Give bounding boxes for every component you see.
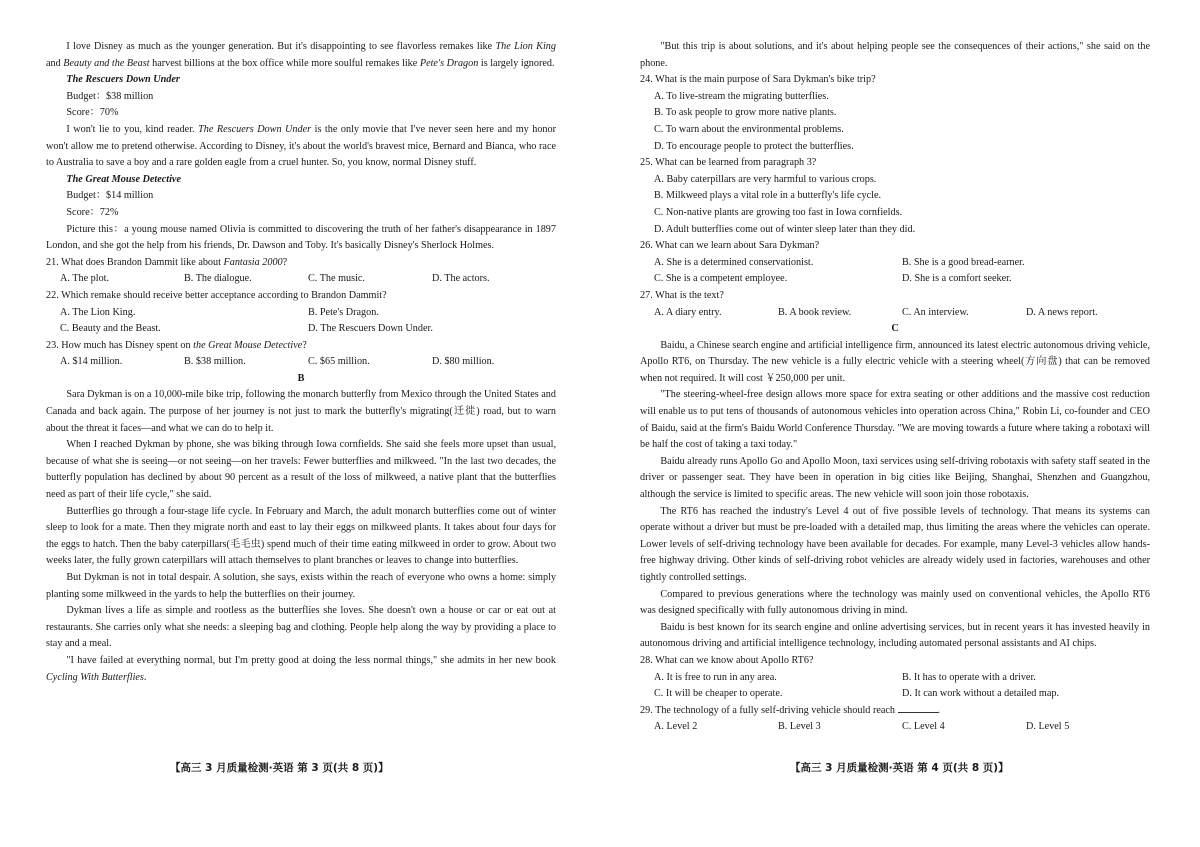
option[interactable]: B. It has to operate with a driver. (902, 671, 1036, 683)
option[interactable]: C. $65 million. (308, 356, 370, 368)
option[interactable]: C. An interview. (902, 306, 969, 318)
rescuers-score: Score：70% (66, 107, 119, 119)
b-paragraph-2: When I reached Dykman by phone, she was biking through Iowa cornfields. She said she feels more upset than usual, because of what she is seeing—or not seeing—on her travels: Fewer butterflies and milkweed. "In the last two decades, the butterfly population has declined by about 90 percent as a result of the loss of milkweed, a native plant that the butterflies need as part of their life cycle," she said. (46, 439, 556, 501)
option[interactable]: B. $38 million. (184, 356, 246, 368)
option[interactable]: B. A book review. (778, 306, 852, 318)
option[interactable]: B. To ask people to grow more native plants. (654, 107, 837, 119)
option[interactable]: B. The dialogue. (184, 273, 252, 285)
option[interactable]: D. The actors. (432, 273, 490, 285)
option[interactable]: A. She is a determined conservationist. (654, 256, 814, 268)
option[interactable]: C. Level 4 (902, 721, 945, 733)
option[interactable]: C. To warn about the environmental problems. (654, 123, 844, 135)
question-21: 21. What does Brandon Dammit like about Fantasia 2000? (46, 256, 288, 268)
option[interactable]: D. It can work without a detailed map. (902, 688, 1060, 700)
b-paragraph-5: Dykman lives a life as simple and rootless as the butterflies she loves. She doesn't own a house or car or eat out at restaurants. She carries only what she needs: a sleeping bag and clothing. People help along the way by providing a place to stay and a meal. (46, 605, 556, 650)
option[interactable]: D. The Rescuers Down Under. (308, 323, 433, 335)
question-23: 23. How much has Disney spent on the Great Mouse Detective? (46, 339, 307, 351)
mouse-heading: The Great Mouse Detective (66, 173, 181, 185)
option[interactable]: A. Baby caterpillars are very harmful to various crops. (654, 173, 877, 185)
intro-paragraph: I love Disney as much as the younger generation. But it's disappointing to see flavorless remakes like The Lion King and Beauty and the Beast harvest billions at the box office while more soulful remakes like Pete's Dragon is largely ignored. (46, 41, 556, 69)
b-paragraph-4: But Dykman is not in total despair. A solution, she says, exists within the reach of everyone who owns a home: simply planting some milkweed in the yards to help the butterflies on their journey. (46, 572, 556, 600)
c-paragraph-6: Baidu is best known for its search engine and online advertising services, but in recent years it has invested heavily in autonomous driving and artificial intelligence technology, including automated personal assistants and AI chips. (640, 621, 1150, 650)
option[interactable]: A. The plot. (60, 273, 110, 285)
question-25-options (654, 172, 1150, 238)
option[interactable]: A. A diary entry. (654, 306, 722, 318)
c-paragraph-5: Compared to previous generations where the technology was mainly used on conventional vehicles, the Apollo RT6 was designed specifically with fully autonomous driving in mind. (640, 588, 1150, 617)
question-27: 27. What is the text? (640, 289, 724, 301)
option[interactable]: B. She is a good bread-earner. (902, 256, 1025, 268)
question-29: 29. The technology of a fully self-driving vehicle should reach . (640, 704, 941, 716)
option[interactable]: C. It will be cheaper to operate. (654, 688, 783, 700)
option[interactable]: A. Level 2 (654, 721, 698, 733)
b-paragraph-1: Sara Dykman is on a 10,000-mile bike trip, following the monarch butterfly from Mexico through the United States and Canada and back again. The purpose of her journey is not just to mark the butterfly's migrating(迁徙) road, but to warn about the threat it faces—and what we can do to help it. (46, 389, 556, 434)
rescuers-paragraph: I won't lie to you, kind reader. The Rescuers Down Under is the only movie that I've never seen here and my honor won't allow me to pretend otherwise. According to Disney, it's about the world's bravest mice, Bernard and Bianca, who race to Australia to save a boy and a rare golden eagle from a cruel hunter. So, you know, normal Disney stuff. (46, 123, 557, 169)
section-b-heading: B (297, 372, 305, 384)
option[interactable]: A. The Lion King. (60, 306, 136, 318)
question-22-options (60, 305, 556, 338)
option[interactable]: A. It is free to run in any area. (654, 671, 777, 683)
question-26-options (654, 255, 1150, 288)
b-paragraph-6: "I have failed at everything normal, but I'm pretty good at doing the less normal things," she admits in her new book Cycling With Butterflies. (46, 654, 556, 683)
option[interactable]: D. Level 5 (1026, 721, 1070, 733)
question-28: 28. What can we know about Apollo RT6? (640, 654, 814, 666)
rescuers-budget: Budget：$38 million (66, 90, 154, 102)
c-paragraph-1: Baidu, a Chinese search engine and artificial intelligence firm, announced its latest electric autonomous driving vehicle, Apollo RT6, on Thursday. The new vehicle is a fully electric vehicle with a steering wheel(方向盘) that can be removed when not required. It will cost ￥250,000 per unit. (640, 339, 1150, 384)
c-paragraph-3: Baidu already runs Apollo Go and Apollo Moon, taxi services using self-driving robotaxis with safety staff seated in the driver or passenger seat. They have been in operation in big cities like Beijing, Shanghai, Shenzhen and Guangzhou, although the service is limited to specific areas. The new vehicle will soon join those robotaxis. (640, 455, 1150, 501)
question-25: 25. What can be learned from paragraph 3? (640, 157, 817, 169)
question-27-options (654, 305, 1150, 322)
option[interactable]: D. Adult butterflies come out of winter sleep later than they did. (654, 223, 916, 235)
option[interactable]: C. Beauty and the Beast. (60, 323, 161, 335)
question-24: 24. What is the main purpose of Sara Dykman's bike trip? (640, 74, 876, 86)
answer-blank[interactable] (898, 703, 938, 713)
page-3-footer: 【高三 3 月质量检测·英语 第 3 页(共 8 页)】 (170, 762, 389, 774)
option[interactable]: B. Milkweed plays a vital role in a butterfly's life cycle. (654, 190, 882, 202)
page-4-footer: 【高三 3 月质量检测·英语 第 4 页(共 8 页)】 (790, 762, 1009, 774)
option[interactable]: C. She is a competent employee. (654, 273, 788, 285)
option[interactable]: D. To encourage people to protect the butterflies. (654, 140, 854, 152)
option[interactable]: C. The music. (308, 273, 365, 285)
option[interactable]: A. To live-stream the migrating butterflies. (654, 90, 829, 102)
rescuers-heading: The Rescuers Down Under (66, 74, 180, 86)
section-c-heading: C (891, 323, 899, 335)
page-4-column (640, 39, 1150, 736)
option[interactable]: B. Level 3 (778, 721, 821, 733)
question-28-options (654, 670, 1150, 703)
option[interactable]: C. Non-native plants are growing too fast in Iowa cornfields. (654, 206, 903, 218)
mouse-budget: Budget：$14 million (66, 190, 154, 202)
mouse-paragraph: Picture this：a young mouse named Olivia is committed to discovering the truth of her father's disappearance in 1897 London, and she got the help from his friends, Dr. Dawson and Toby. It's basically Disney's Sherlock Holmes. (46, 223, 556, 252)
option[interactable]: B. Pete's Dragon. (308, 306, 379, 318)
question-26: 26. What can we learn about Sara Dykman? (640, 240, 820, 252)
question-29-options (654, 719, 1150, 736)
c-paragraph-4: The RT6 has reached the industry's Level 4 out of five possible levels of technology. That means its systems can operate without a driver but must be pre-loaded with a detailed map, thus limiting the areas where the vehicles can operate. Lower levels of self-driving technology have been available for decades. For example, many Level-3 vehicles allow hands-free highway driving. Other kinds of self-driving robot vehicles are already widely used in factories, warehouses and other tightly controlled settings. (640, 505, 1150, 583)
b-paragraph-3: Butterflies go through a four-stage life cycle. In February and March, the adult monarch butterflies come out of winter sleep to look for a mate. Then they migrate north and east to lay their eggs on milkweed plants. It takes about four days for the eggs to hatch. Then the baby caterpillars(毛毛虫) spend much of their time eating milkweed in order to grow. About two weeks later, the fully grown caterpillars will attach themselves to plant branches or leaves to change into butterflies. (46, 505, 556, 567)
b-paragraph-7: "But this trip is about solutions, and it's about helping people see the consequences of their actions," she said on the phone. (640, 41, 1150, 69)
question-23-options (60, 354, 556, 371)
option[interactable]: D. $80 million. (432, 356, 495, 368)
question-21-options (60, 271, 556, 288)
question-24-options (654, 89, 1150, 155)
option[interactable]: D. She is a comfort seeker. (902, 273, 1012, 285)
question-22: 22. Which remake should receive better acceptance according to Brandon Dammit? (46, 289, 387, 301)
mouse-score: Score：72% (66, 206, 119, 218)
option[interactable]: A. $14 million. (60, 356, 123, 368)
option[interactable]: D. A news report. (1026, 306, 1098, 318)
page-3-column (46, 39, 556, 686)
c-paragraph-2: "The steering-wheel-free design allows more space for extra seating or other additions and the massive cost reduction will enable us to put tens of thousands of autonomous vehicles into operation across China," Robin Li, co-founder and CEO of Baidu, said at the firm's Baidu World Conference Thursday. "We are moving towards a future where taking a robotaxi will be half the cost of taking a taxi today." (640, 389, 1150, 451)
